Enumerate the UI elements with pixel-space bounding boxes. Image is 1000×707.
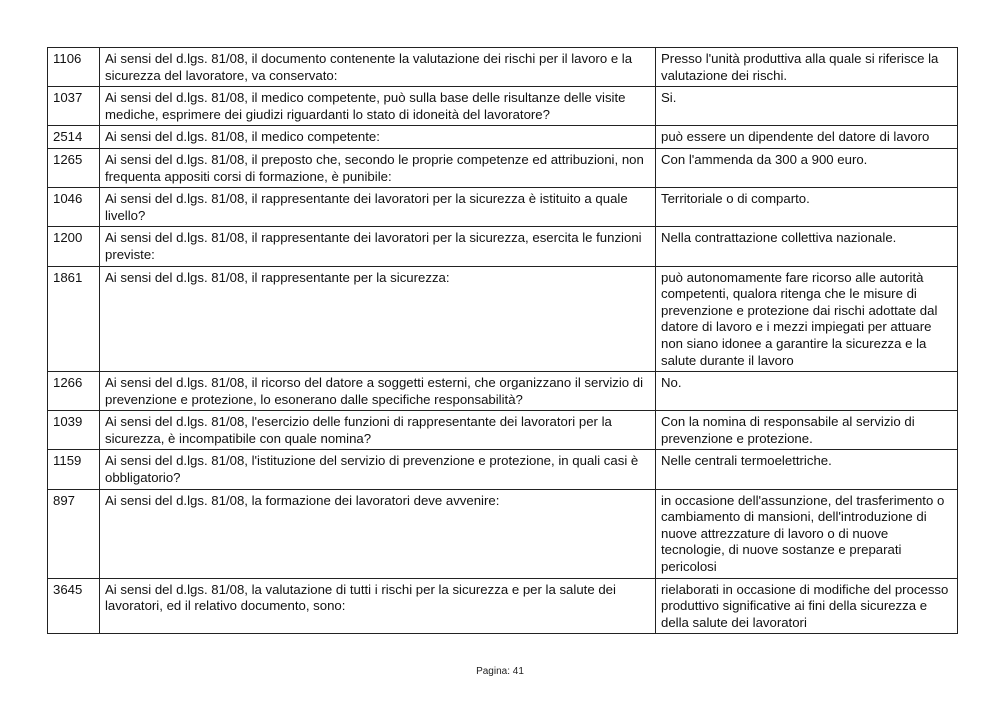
question-text: Ai sensi del d.lgs. 81/08, l'istituzione del servizio di prevenzione e protezione, in quali casi è obbligatorio?: [100, 450, 656, 489]
table-row: [48, 227, 958, 266]
table-row: [48, 87, 958, 126]
answer-text: Presso l'unità produttiva alla quale si riferisce la valutazione dei rischi.: [656, 48, 958, 87]
question-id: 897: [48, 489, 100, 578]
table-row: [48, 188, 958, 227]
answer-text: Con l'ammenda da 300 a 900 euro.: [656, 148, 958, 187]
question-text: Ai sensi del d.lgs. 81/08, il medico competente, può sulla base delle risultanze delle visite mediche, esprimere dei giudizi riguardanti lo stato di idoneità del lavoratore?: [100, 87, 656, 126]
question-id: 1037: [48, 87, 100, 126]
table-row: [48, 578, 958, 634]
qa-table: [47, 47, 958, 634]
question-id: 1861: [48, 266, 100, 372]
question-text: Ai sensi del d.lgs. 81/08, il documento contenente la valutazione dei rischi per il lavoro e la sicurezza del lavoratore, va conservato:: [100, 48, 656, 87]
qa-table-body: [48, 48, 958, 634]
question-id: 2514: [48, 126, 100, 149]
table-row: [48, 148, 958, 187]
question-text: Ai sensi del d.lgs. 81/08, la formazione dei lavoratori deve avvenire:: [100, 489, 656, 578]
answer-text: può autonomamente fare ricorso alle autorità competenti, qualora ritenga che le misure di prevenzione e protezione dai rischi adottate dal datore di lavoro e i mezzi impiegati per attuare non siano idonee a garantire la sicurezza e la salute durante il lavoro: [656, 266, 958, 372]
question-id: 1159: [48, 450, 100, 489]
page-number: Pagina: 41: [476, 666, 524, 677]
question-id: 3645: [48, 578, 100, 634]
question-id: 1106: [48, 48, 100, 87]
question-text: Ai sensi del d.lgs. 81/08, il rappresentante dei lavoratori per la sicurezza è istituito a quale livello?: [100, 188, 656, 227]
table-row: [48, 126, 958, 149]
question-text: Ai sensi del d.lgs. 81/08, il rappresentante per la sicurezza:: [100, 266, 656, 372]
table-row: [48, 450, 958, 489]
table-row: [48, 489, 958, 578]
question-text: Ai sensi del d.lgs. 81/08, la valutazione di tutti i rischi per la sicurezza e per la salute dei lavoratori, ed il relativo documento, sono:: [100, 578, 656, 634]
answer-text: Territoriale o di comparto.: [656, 188, 958, 227]
answer-text: rielaborati in occasione di modifiche del processo produttivo significative ai fini della sicurezza e della salute dei lavoratori: [656, 578, 958, 634]
question-id: 1265: [48, 148, 100, 187]
answer-text: in occasione dell'assunzione, del trasferimento o cambiamento di mansioni, dell'introduzione di nuove attrezzature di lavoro o di nuove tecnologie, di nuove sostanze e preparati pericolosi: [656, 489, 958, 578]
question-text: Ai sensi del d.lgs. 81/08, il ricorso del datore a soggetti esterni, che organizzano il servizio di prevenzione e protezione, lo esonerano dalle specifiche responsabilità?: [100, 372, 656, 411]
question-id: 1039: [48, 411, 100, 450]
question-id: 1046: [48, 188, 100, 227]
table-row: [48, 372, 958, 411]
answer-text: No.: [656, 372, 958, 411]
answer-text: può essere un dipendente del datore di lavoro: [656, 126, 958, 149]
answer-text: Si.: [656, 87, 958, 126]
table-row: [48, 266, 958, 372]
question-text: Ai sensi del d.lgs. 81/08, il rappresentante dei lavoratori per la sicurezza, esercita le funzioni previste:: [100, 227, 656, 266]
answer-text: Nelle centrali termoelettriche.: [656, 450, 958, 489]
table-row: [48, 411, 958, 450]
answer-text: Con la nomina di responsabile al servizio di prevenzione e protezione.: [656, 411, 958, 450]
question-id: 1200: [48, 227, 100, 266]
answer-text: Nella contrattazione collettiva nazionale.: [656, 227, 958, 266]
question-text: Ai sensi del d.lgs. 81/08, il medico competente:: [100, 126, 656, 149]
question-text: Ai sensi del d.lgs. 81/08, il preposto che, secondo le proprie competenze ed attribuzioni, non frequenta appositi corsi di formazione, è punibile:: [100, 148, 656, 187]
question-text: Ai sensi del d.lgs. 81/08, l'esercizio delle funzioni di rappresentante dei lavoratori per la sicurezza, è incompatibile con quale nomina?: [100, 411, 656, 450]
question-id: 1266: [48, 372, 100, 411]
table-row: [48, 48, 958, 87]
